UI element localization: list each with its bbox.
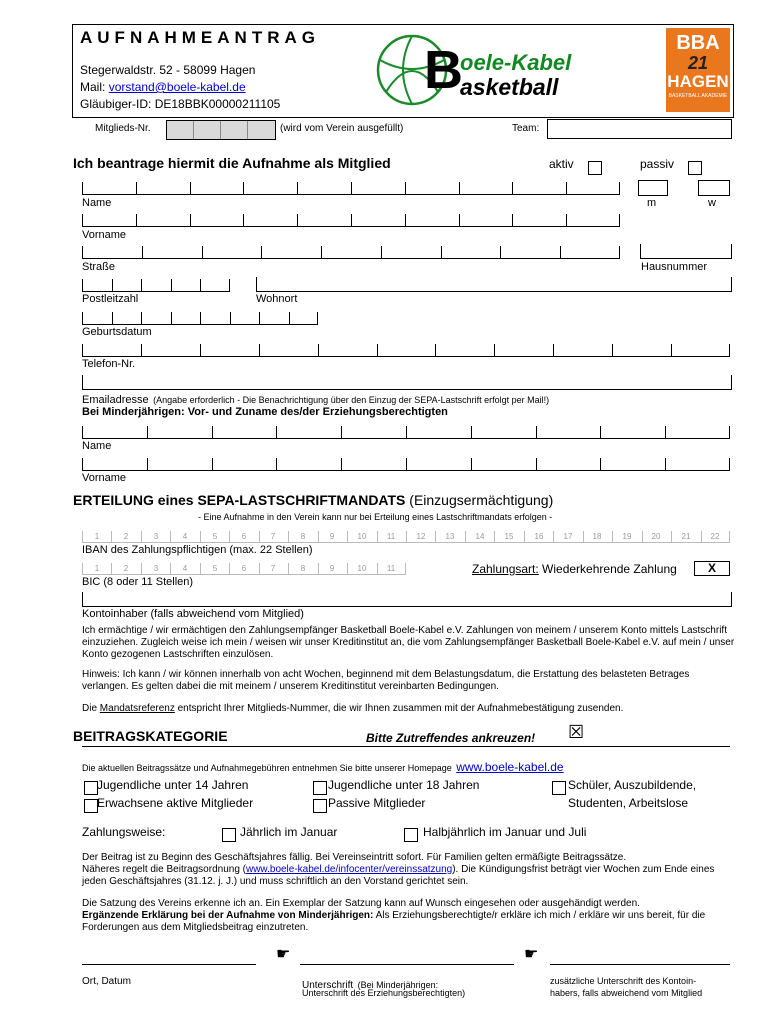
digit-separator bbox=[229, 531, 230, 542]
digit-position: 22 bbox=[710, 532, 720, 541]
digit-position: 4 bbox=[182, 532, 188, 541]
digit-separator bbox=[701, 531, 702, 542]
creditor-id: Gläubiger-ID: DE18BBK00000211105 bbox=[80, 97, 281, 111]
field-tick bbox=[321, 246, 322, 258]
field-tick bbox=[341, 426, 342, 438]
digit-separator bbox=[465, 531, 466, 542]
digit-separator bbox=[170, 531, 171, 542]
field-tick bbox=[141, 279, 142, 291]
field-tick bbox=[112, 312, 113, 324]
field-tick bbox=[381, 246, 382, 258]
telefon-label: Telefon-Nr. bbox=[82, 358, 136, 370]
iban-field[interactable] bbox=[82, 528, 730, 543]
email-label: Emailadresse bbox=[82, 394, 149, 406]
digit-position: 9 bbox=[329, 532, 335, 541]
digit-position: 10 bbox=[357, 532, 367, 541]
field-tick bbox=[276, 426, 277, 438]
pay-yearly-label: Jährlich im Januar bbox=[240, 825, 338, 839]
field-tick bbox=[405, 182, 406, 194]
digit-separator bbox=[82, 563, 83, 574]
digit-separator bbox=[200, 531, 201, 542]
field-tick bbox=[82, 312, 83, 324]
field-tick bbox=[243, 182, 244, 194]
field-tick bbox=[82, 214, 83, 226]
category-hint: Bitte Zutreffendes ankreuzen! bbox=[366, 731, 536, 745]
field-tick bbox=[82, 182, 83, 194]
opt-adults-checkbox[interactable] bbox=[84, 799, 98, 813]
field-tick bbox=[289, 312, 290, 324]
passiv-label: passiv bbox=[640, 157, 675, 171]
opt-youth-18-checkbox[interactable] bbox=[313, 781, 327, 795]
digit-separator bbox=[347, 563, 348, 574]
field-tick bbox=[471, 426, 472, 438]
digit-separator bbox=[377, 563, 378, 574]
field-tick bbox=[377, 344, 378, 356]
geburtsdatum-label: Geburtsdatum bbox=[82, 326, 152, 338]
digit-position: 13 bbox=[445, 532, 455, 541]
field-tick bbox=[459, 214, 460, 226]
digit-position: 1 bbox=[94, 532, 100, 541]
digit-separator bbox=[141, 531, 142, 542]
account-holder-label: Kontoinhaber (falls abweichend vom Mitglied) bbox=[82, 608, 304, 620]
field-tick bbox=[671, 344, 672, 356]
field-tick bbox=[405, 214, 406, 226]
vorname-field[interactable] bbox=[82, 212, 620, 227]
field-tick bbox=[82, 344, 83, 356]
signature-note-1: (Bei Minderjährigen: bbox=[357, 980, 439, 990]
field-tick bbox=[136, 214, 137, 226]
digit-separator bbox=[671, 531, 672, 542]
field-tick bbox=[512, 214, 513, 226]
digit-position: 7 bbox=[270, 564, 276, 573]
field-tick bbox=[406, 458, 407, 470]
fees-row bbox=[82, 758, 564, 776]
email-field[interactable] bbox=[82, 375, 732, 390]
holder-signature-line[interactable] bbox=[550, 964, 730, 965]
digit-separator bbox=[288, 531, 289, 542]
digit-separator bbox=[141, 563, 142, 574]
strasse-field[interactable] bbox=[82, 244, 620, 259]
minor-name-label: Name bbox=[82, 440, 112, 452]
digit-position: 17 bbox=[563, 532, 573, 541]
field-tick bbox=[560, 246, 561, 258]
opt-passive-label: Passive Mitglieder bbox=[328, 796, 426, 810]
email-note: (Angabe erforderlich - Die Benachrichtigung über den Einzug der SEPA-Lastschrift erfolgt per Mail!) bbox=[153, 395, 550, 405]
gender-w-box[interactable] bbox=[698, 180, 730, 196]
field-tick bbox=[141, 344, 142, 356]
holder-signature-note-1: zusätzliche Unterschrift des Kontoin- bbox=[550, 976, 697, 986]
field-tick bbox=[536, 426, 537, 438]
form-title: AUFNAHMEANTRAG bbox=[80, 28, 320, 47]
sepa-heading-normal: (Einzugsermächtigung) bbox=[409, 492, 554, 508]
field-tick bbox=[341, 458, 342, 470]
field-tick bbox=[566, 182, 567, 194]
opt-passive-checkbox[interactable] bbox=[313, 799, 327, 813]
digit-position: 11 bbox=[386, 532, 396, 541]
holder-signature-note-2: habers, falls abweichend vom Mitglied bbox=[550, 988, 703, 998]
field-tick bbox=[600, 458, 601, 470]
team-label: Team: bbox=[512, 123, 540, 134]
plz-label: Postleitzahl bbox=[82, 293, 139, 305]
field-tick bbox=[351, 182, 352, 194]
field-tick bbox=[536, 458, 537, 470]
digit-separator bbox=[111, 531, 112, 542]
aktiv-label: aktiv bbox=[549, 157, 574, 171]
plz-field[interactable] bbox=[82, 277, 230, 292]
payment-type-value: Wiederkehrende Zahlung bbox=[542, 562, 677, 576]
wohnort-label: Wohnort bbox=[256, 293, 298, 305]
opt-students-label-1: Schüler, Auszubildende, bbox=[568, 778, 697, 792]
digit-separator bbox=[524, 531, 525, 542]
digit-position: 7 bbox=[270, 532, 276, 541]
opt-students-label-2: Studenten, Arbeitslose bbox=[568, 796, 689, 810]
club-logo bbox=[372, 30, 612, 110]
field-tick bbox=[600, 426, 601, 438]
digit-separator bbox=[82, 531, 83, 542]
digit-position: 6 bbox=[241, 532, 247, 541]
field-tick bbox=[665, 458, 666, 470]
sepa-paragraph-3 bbox=[82, 703, 737, 715]
bic-field[interactable] bbox=[82, 560, 406, 575]
field-tick bbox=[200, 344, 201, 356]
digit-position: 11 bbox=[386, 564, 396, 573]
signature-label: Unterschrift bbox=[302, 980, 354, 991]
digit-separator bbox=[494, 531, 495, 542]
fee-paragraph-2 bbox=[82, 864, 737, 888]
hand-pointer-1-icon: ☛ bbox=[276, 946, 291, 963]
club-mail-link[interactable]: vorstand@boele-kabel.de bbox=[108, 80, 246, 94]
digit-separator bbox=[229, 563, 230, 574]
fee-p2-post: ). Die Kündigungsfrist beträgt vier Wochen zum Ende eines jeden Geschäftsjahres (31.12. j. J.) und muss schriftlich an den Vorstand gerichtet sein. bbox=[82, 864, 715, 887]
field-tick bbox=[141, 312, 142, 324]
geburtsdatum-field[interactable] bbox=[82, 310, 318, 325]
minor-heading: Bei Minderjährigen: Vor- und Zuname des/der Erziehungsberechtigten bbox=[82, 406, 448, 418]
hand-pointer-2-icon: ☛ bbox=[524, 946, 539, 963]
category-hint-mark: ☒ bbox=[568, 722, 585, 742]
payment-method-label: Zahlungsweise: bbox=[82, 825, 166, 839]
field-tick bbox=[276, 458, 277, 470]
logo-line1: oele-Kabel bbox=[460, 50, 572, 75]
field-tick bbox=[259, 312, 260, 324]
sepa-note: - Eine Aufnahme in den Verein kann nur bei Erteilung eines Lastschriftmandats erfolgen - bbox=[198, 512, 553, 522]
field-tick bbox=[297, 214, 298, 226]
vorname-label: Vorname bbox=[82, 229, 127, 241]
digit-position: 5 bbox=[212, 564, 218, 573]
signature-line[interactable] bbox=[300, 964, 514, 965]
team-input[interactable] bbox=[547, 119, 732, 139]
field-tick bbox=[82, 279, 83, 291]
statute-link[interactable]: www.boele-kabel.de/infocenter/vereinssatzung bbox=[245, 864, 453, 875]
field-tick bbox=[212, 426, 213, 438]
digit-separator bbox=[347, 531, 348, 542]
badge-sub: BASKETBALL AKADEMIE bbox=[668, 93, 728, 99]
digit-position: 1 bbox=[94, 564, 100, 573]
field-tick bbox=[136, 182, 137, 194]
gender-w-label: w bbox=[708, 197, 716, 209]
field-tick bbox=[500, 246, 501, 258]
hausnummer-field[interactable] bbox=[640, 244, 732, 259]
fee-paragraph-1: Der Beitrag ist zu Beginn des Geschäftsjahres fällig. Bei Vereinseintritt sofort. Für Familien gelten ermäßigte Beitragssätze. bbox=[82, 852, 627, 863]
digit-separator bbox=[377, 531, 378, 542]
field-tick bbox=[406, 426, 407, 438]
field-tick bbox=[190, 214, 191, 226]
mandate-reference: Mandatsreferenz bbox=[99, 703, 175, 714]
digit-position: 2 bbox=[123, 532, 129, 541]
strasse-label: Straße bbox=[82, 261, 116, 273]
fees-text: Die aktuellen Beitragssätze und Aufnahmegebühren entnehmen Sie bitte unserer Homepage bbox=[82, 763, 452, 773]
digit-position: 19 bbox=[622, 532, 632, 541]
digit-separator bbox=[259, 563, 260, 574]
bic-label: BIC (8 oder 11 Stellen) bbox=[82, 576, 194, 588]
opt-adults-label: Erwachsene aktive Mitglieder bbox=[97, 796, 254, 810]
telefon-field[interactable] bbox=[82, 342, 730, 357]
mandate-post: entspricht Ihrer Mitglieds-Nummer, die wir Ihnen zusammen mit der Aufnahmebestätigung zusenden. bbox=[177, 703, 624, 714]
member-nr-label: Mitglieds-Nr. bbox=[95, 123, 151, 134]
field-tick bbox=[82, 246, 83, 258]
digit-separator bbox=[553, 531, 554, 542]
digit-position: 20 bbox=[651, 532, 661, 541]
signature-note-2: Unterschrift des Erziehungsberechtigten) bbox=[302, 988, 466, 998]
digit-position: 3 bbox=[153, 564, 159, 573]
digit-position: 18 bbox=[592, 532, 602, 541]
sepa-heading-bold: ERTEILUNG eines SEPA-LASTSCHRIFTMANDATS bbox=[73, 492, 406, 508]
digit-separator bbox=[288, 563, 289, 574]
field-tick bbox=[318, 344, 319, 356]
digit-position: 5 bbox=[212, 532, 218, 541]
digit-position: 4 bbox=[182, 564, 188, 573]
field-tick bbox=[619, 182, 620, 194]
minor-declaration bbox=[82, 910, 737, 934]
field-tick bbox=[494, 344, 495, 356]
category-divider bbox=[82, 746, 730, 747]
iban-label: IBAN des Zahlungspflichtigen (max. 22 Stellen) bbox=[82, 544, 313, 556]
field-tick bbox=[459, 182, 460, 194]
field-tick bbox=[619, 246, 620, 258]
mandate-pre: Die bbox=[82, 703, 98, 714]
field-tick bbox=[553, 344, 554, 356]
opt-youth-14-checkbox[interactable] bbox=[84, 781, 98, 795]
field-tick bbox=[441, 246, 442, 258]
field-tick bbox=[512, 182, 513, 194]
field-tick bbox=[200, 312, 201, 324]
pay-halfyearly-label: Halbjährlich im Januar und Juli bbox=[423, 825, 587, 839]
field-tick bbox=[351, 214, 352, 226]
pay-yearly-checkbox[interactable] bbox=[222, 828, 236, 842]
digit-position: 14 bbox=[475, 532, 485, 541]
digit-position: 6 bbox=[241, 564, 247, 573]
digit-separator bbox=[612, 531, 613, 542]
fee-p2-pre: Näheres regelt die Beitragsordnung ( bbox=[82, 864, 246, 875]
minor-name-field[interactable] bbox=[82, 424, 730, 439]
field-tick bbox=[297, 182, 298, 194]
field-tick bbox=[243, 214, 244, 226]
place-date-line[interactable] bbox=[82, 964, 256, 965]
field-tick bbox=[147, 426, 148, 438]
payment-type-checkbox[interactable]: X bbox=[694, 561, 730, 576]
badge-top: BBA bbox=[676, 32, 720, 54]
member-nr-boxes bbox=[166, 120, 276, 140]
digit-separator bbox=[642, 531, 643, 542]
field-tick bbox=[147, 458, 148, 470]
opt-students-checkbox[interactable] bbox=[552, 781, 566, 795]
field-tick bbox=[261, 246, 262, 258]
bba-badge bbox=[666, 28, 730, 112]
field-tick bbox=[619, 214, 620, 226]
digit-position: 9 bbox=[329, 564, 335, 573]
digit-separator bbox=[406, 531, 407, 542]
field-tick bbox=[729, 426, 730, 438]
digit-separator bbox=[318, 531, 319, 542]
mail-label: Mail: bbox=[80, 80, 106, 94]
digit-separator bbox=[111, 563, 112, 574]
field-tick bbox=[230, 312, 231, 324]
sepa-heading bbox=[73, 492, 553, 508]
digit-separator bbox=[405, 563, 406, 574]
field-tick bbox=[729, 458, 730, 470]
place-date-label: Ort, Datum bbox=[82, 976, 131, 987]
field-tick bbox=[171, 312, 172, 324]
aktiv-checkbox[interactable] bbox=[588, 161, 602, 175]
digit-position: 8 bbox=[300, 564, 306, 573]
minor-declaration-text: Als Erziehungsberechtigte/r erkläre ich mich / erkläre wir uns bereit, für die Forderungen aus dem Mitgliedsbeitrag einzutreten. bbox=[82, 910, 706, 933]
field-tick bbox=[435, 344, 436, 356]
digit-position: 3 bbox=[153, 532, 159, 541]
logo-line2: asketball bbox=[460, 74, 559, 100]
sepa-paragraph-2: Hinweis: Ich kann / wir können innerhalb von acht Wochen, beginnend mit dem Belastungsdatum, die Erstattung des belasteten Betrages verlangen. Es gelten dabei die mit meinem / unserem Kreditinstitut vereinbarten Bedingungen. bbox=[82, 669, 690, 692]
statute-paragraph: Die Satzung des Vereins erkenne ich an. Ein Exemplar der Satzung kann auf Wunsch eingesehen oder ausgehändigt werden. bbox=[82, 898, 640, 909]
opt-youth-18-label: Jugendliche unter 18 Jahren bbox=[328, 778, 480, 792]
field-tick bbox=[229, 279, 230, 291]
field-tick bbox=[82, 458, 83, 470]
club-mail-row bbox=[80, 80, 246, 94]
field-tick bbox=[212, 458, 213, 470]
sepa-paragraph-1: Ich ermächtige / wir ermächtigen den Zahlungsempfänger Basketball Boele-Kabel e.V. Zahlungen von meinem / unserem Konto mittels Lastschrift einzuziehen. Zugleich weise ich mein / weisen wir unser Kreditinstitut an, die vom Zahlungsempfänger Basketball Boele-Kabel e.V. auf mein / unser Konto gezogenen Lastschriften einzulösen. bbox=[82, 625, 735, 660]
passiv-checkbox[interactable] bbox=[688, 161, 702, 175]
digit-position: 8 bbox=[300, 532, 306, 541]
badge-city: HAGEN bbox=[667, 72, 729, 91]
digit-position: 2 bbox=[123, 564, 129, 573]
homepage-link[interactable]: www.boele-kabel.de bbox=[456, 760, 564, 774]
account-holder-field[interactable] bbox=[82, 592, 732, 607]
gender-m-box[interactable] bbox=[638, 180, 668, 196]
field-tick bbox=[202, 246, 203, 258]
digit-separator bbox=[200, 563, 201, 574]
payment-type-row bbox=[472, 562, 677, 576]
digit-position: 16 bbox=[534, 532, 544, 541]
pay-halfyearly-checkbox[interactable] bbox=[404, 828, 418, 842]
digit-separator bbox=[259, 531, 260, 542]
field-tick bbox=[82, 426, 83, 438]
digit-position: 10 bbox=[357, 564, 367, 573]
field-tick bbox=[112, 279, 113, 291]
minor-vorname-field[interactable] bbox=[82, 456, 730, 471]
digit-separator bbox=[583, 531, 584, 542]
member-nr-note: (wird vom Verein ausgefüllt) bbox=[280, 123, 404, 134]
digit-position: 21 bbox=[681, 532, 691, 541]
hausnummer-label: Hausnummer bbox=[641, 261, 708, 273]
digit-separator bbox=[170, 563, 171, 574]
field-tick bbox=[471, 458, 472, 470]
field-tick bbox=[171, 279, 172, 291]
field-tick bbox=[665, 426, 666, 438]
gender-m-label: m bbox=[647, 197, 657, 209]
field-tick bbox=[259, 344, 260, 356]
digit-separator bbox=[318, 563, 319, 574]
apply-text: Ich beantrage hiermit die Aufnahme als Mitglied bbox=[73, 155, 391, 171]
field-tick bbox=[200, 279, 201, 291]
field-tick bbox=[190, 182, 191, 194]
digit-separator bbox=[729, 531, 730, 542]
minor-vorname-label: Vorname bbox=[82, 472, 127, 484]
category-heading: BEITRAGSKATEGORIE bbox=[73, 728, 228, 744]
wohnort-field[interactable] bbox=[256, 277, 732, 292]
field-tick bbox=[142, 246, 143, 258]
field-tick bbox=[729, 344, 730, 356]
club-address: Stegerwaldstr. 52 - 58099 Hagen bbox=[80, 63, 256, 77]
payment-type-label: Zahlungsart: bbox=[472, 562, 539, 576]
digit-position: 15 bbox=[504, 532, 514, 541]
name-label: Name bbox=[82, 197, 112, 209]
opt-youth-14-label: Jugendliche unter 14 Jahren bbox=[97, 778, 249, 792]
digit-separator bbox=[435, 531, 436, 542]
name-field[interactable] bbox=[82, 180, 620, 195]
digit-position: 12 bbox=[416, 532, 426, 541]
field-tick bbox=[566, 214, 567, 226]
logo-b: B bbox=[424, 40, 463, 100]
field-tick bbox=[317, 312, 318, 324]
minor-declaration-bold: Ergänzende Erklärung bei der Aufnahme von Minderjährigen: bbox=[82, 910, 374, 921]
badge-number: 21 bbox=[687, 53, 709, 73]
field-tick bbox=[612, 344, 613, 356]
